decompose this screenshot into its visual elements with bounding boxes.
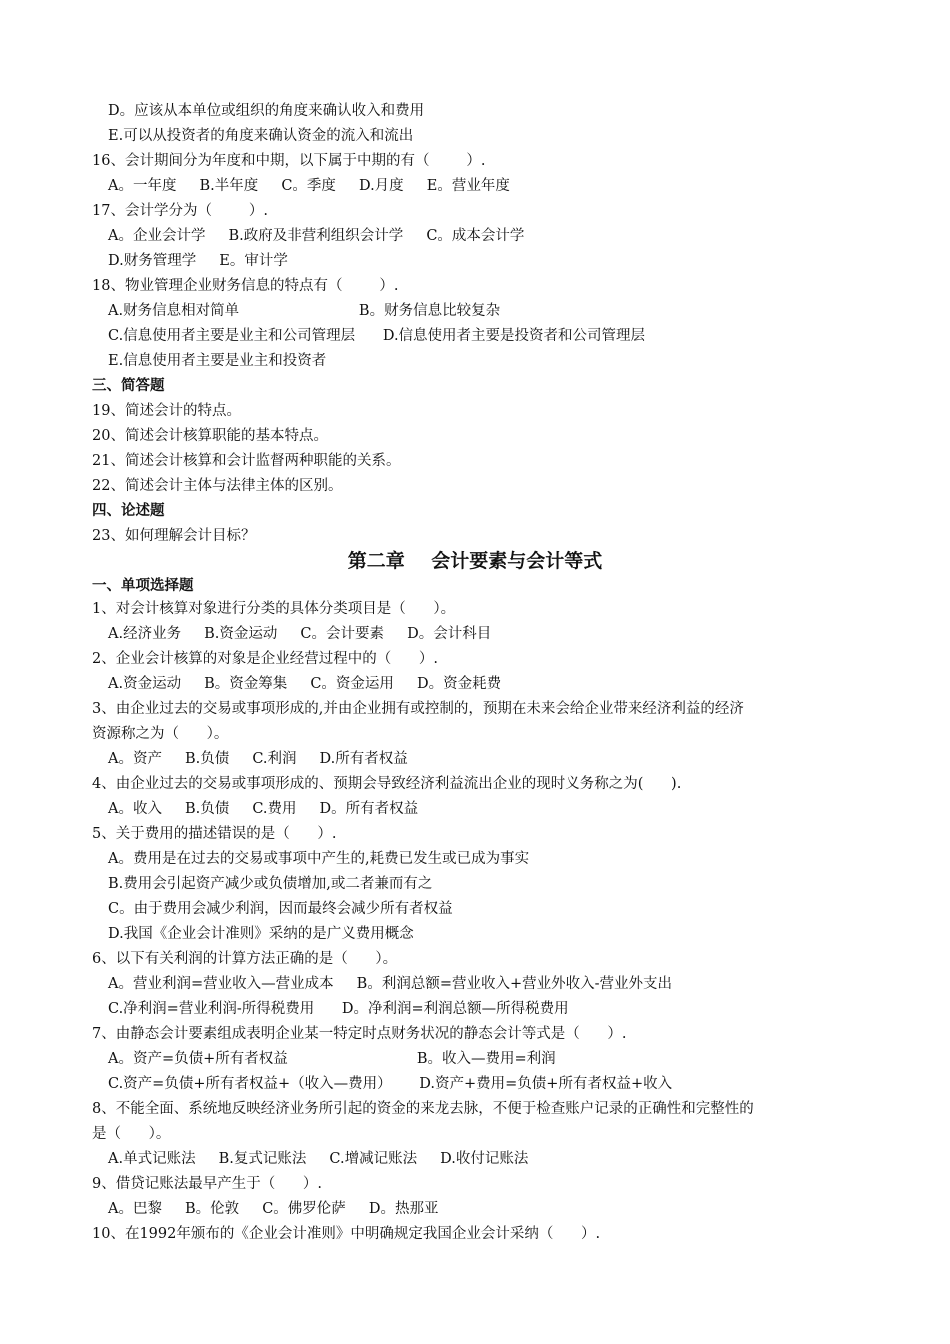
option-line: C.信息使用者主要是业主和公司管理层 D.信息使用者主要是投资者和公司管理层 <box>108 328 646 344</box>
question-line: 22、简述会计主体与法律主体的区别。 <box>92 478 343 494</box>
option-line: C.资产=负债+所有者权益+（收入—费用） D.资产+费用=负债+所有者权益+收入 <box>108 1076 673 1092</box>
question-line: 资源称之为（ ）。 <box>92 726 229 742</box>
option-line: A。一年度 B.半年度 C。季度 D.月度 E。营业年度 <box>108 178 510 194</box>
question-line: 16、会计期间分为年度和中期，以下属于中期的有（ ）. <box>92 153 486 169</box>
section-heading: 一、单项选择题 <box>92 577 194 594</box>
option-line: B.费用会引起资产减少或负债增加,或二者兼而有之 <box>108 876 433 892</box>
option-line: A。资产=负债+所有者权益 B。收入—费用=利润 <box>108 1051 556 1067</box>
question-line: 6、以下有关利润的计算方法正确的是（ ）。 <box>92 951 398 967</box>
option-line: A。企业会计学 B.政府及非营利组织会计学 C。成本会计学 <box>108 228 525 244</box>
question-line: 1、对会计核算对象进行分类的具体分类项目是（ ）。 <box>92 601 456 617</box>
option-line: A。巴黎 B。伦敦 C。佛罗伦萨 D。热那亚 <box>108 1201 439 1217</box>
question-line: 23、如何理解会计目标？ <box>92 528 256 544</box>
question-line: 2、企业会计核算的对象是企业经营过程中的（ ）. <box>92 651 438 667</box>
option-line: D.财务管理学 E。审计学 <box>108 253 288 269</box>
option-line: A.单式记账法 B.复式记账法 C.增减记账法 D.收付记账法 <box>108 1151 529 1167</box>
option-line: D。应该从本单位或组织的角度来确认收入和费用 <box>108 103 425 119</box>
option-line: E.信息使用者主要是业主和投资者 <box>108 353 327 369</box>
question-line: 4、由企业过去的交易或事项形成的、预期会导致经济利益流出企业的现时义务称之为( ). <box>92 776 682 792</box>
option-line: A。资产 B.负债 C.利润 D.所有者权益 <box>108 751 408 767</box>
option-line: A。费用是在过去的交易或事项中产生的,耗费已发生或已成为事实 <box>108 851 530 867</box>
option-line: D.我国《企业会计准则》采纳的是广义费用概念 <box>108 926 414 942</box>
option-line: A.资金运动 B。资金筹集 C。资金运用 D。资金耗费 <box>108 676 502 692</box>
section-heading: 四、论述题 <box>92 502 165 519</box>
option-line: A.财务信息相对简单 B。财务信息比较复杂 <box>108 303 501 319</box>
option-line: A。收入 B.负债 C.费用 D。所有者权益 <box>108 801 419 817</box>
question-line: 8、不能全面、系统地反映经济业务所引起的资金的来龙去脉，不便于检查账户记录的正确性和完整性的 <box>92 1101 754 1117</box>
question-line: 7、由静态会计要素组成表明企业某一特定时点财务状况的静态会计等式是（ ）. <box>92 1026 627 1042</box>
option-line: C.净利润=营业利润-所得税费用 D。净利润=利润总额—所得税费用 <box>108 1001 569 1017</box>
section-heading: 三、简答题 <box>92 377 165 394</box>
question-line: 是（ ）。 <box>92 1126 171 1142</box>
option-line: A.经济业务 B.资金运动 C。会计要素 D。会计科目 <box>108 626 492 642</box>
question-line: 18、物业管理企业财务信息的特点有（ ）. <box>92 278 399 294</box>
question-line: 5、关于费用的描述错误的是（ ）. <box>92 826 337 842</box>
question-line: 10、在1992年颁布的《企业会计准则》中明确规定我国企业会计采纳（ ）. <box>92 1226 601 1242</box>
option-line: C。由于费用会减少利润，因而最终会减少所有者权益 <box>108 901 453 917</box>
question-line: 21、简述会计核算和会计监督两种职能的关系。 <box>92 453 401 469</box>
option-line: E.可以从投资者的角度来确认资金的流入和流出 <box>108 128 414 144</box>
question-line: 17、会计学分为（ ）. <box>92 203 268 219</box>
question-line: 20、简述会计核算职能的基本特点。 <box>92 428 328 444</box>
option-line: A。营业利润=营业收入—营业成本 B。利润总额=营业收入+营业外收入-营业外支出 <box>108 976 673 992</box>
question-line: 19、简述会计的特点。 <box>92 403 241 419</box>
chapter-title: 第二章 会计要素与会计等式 <box>347 550 603 572</box>
question-line: 9、借贷记账法最早产生于（ ）. <box>92 1176 322 1192</box>
question-line: 3、由企业过去的交易或事项形成的,并由企业拥有或控制的，预期在未来会给企业带来经济利益的经济 <box>92 701 744 717</box>
